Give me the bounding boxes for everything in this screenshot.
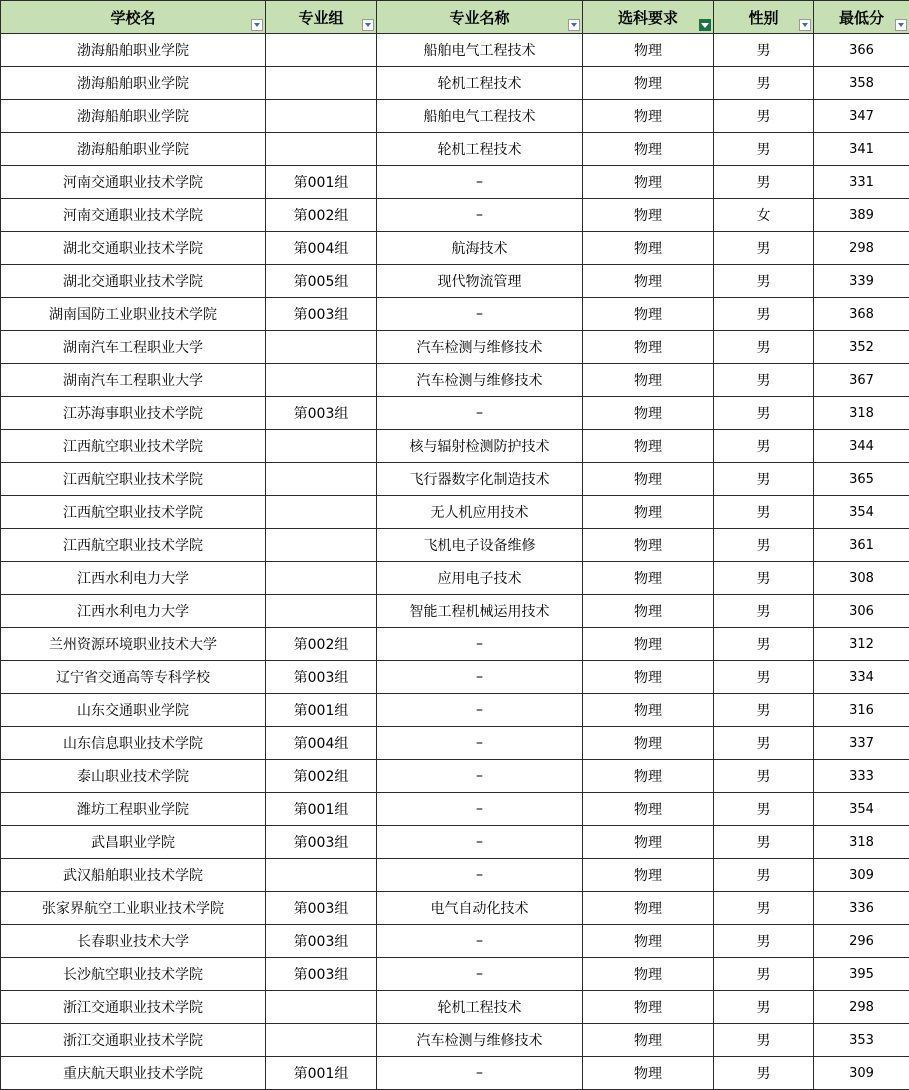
cell-school-name[interactable]: 江西水利电力大学	[1, 595, 266, 628]
cell-major-group[interactable]: 第003组	[266, 892, 377, 925]
table-row	[1, 463, 909, 496]
cell-subject-requirement[interactable]: 物理	[583, 793, 714, 826]
cell-school-name[interactable]: 浙江交通职业技术学院	[1, 991, 266, 1024]
cell-school-name[interactable]: 江苏海事职业技术学院	[1, 397, 266, 430]
table-row	[1, 661, 909, 694]
cell-major-group[interactable]: 第002组	[266, 199, 377, 232]
cell-major-group[interactable]: 第004组	[266, 232, 377, 265]
cell-major-group[interactable]	[266, 364, 377, 397]
column-header-gender	[714, 1, 814, 34]
cell-min-score[interactable]: 298	[814, 991, 909, 1024]
cell-school-name[interactable]: 湖南国防工业职业技术学院	[1, 298, 266, 331]
table-body	[1, 34, 909, 1090]
cell-gender[interactable]: 男	[714, 727, 814, 760]
cell-major-name[interactable]: –	[377, 925, 583, 958]
cell-major-name[interactable]: 飞行器数字化制造技术	[377, 463, 583, 496]
cell-min-score[interactable]: 306	[814, 595, 909, 628]
table-row	[1, 595, 909, 628]
cell-major-name[interactable]: 应用电子技术	[377, 562, 583, 595]
cell-school-name[interactable]: 江西航空职业技术学院	[1, 496, 266, 529]
cell-major-group[interactable]: 第004组	[266, 727, 377, 760]
cell-gender[interactable]: 男	[714, 991, 814, 1024]
table-row	[1, 34, 909, 67]
cell-major-name[interactable]: –	[377, 298, 583, 331]
cell-subject-requirement[interactable]: 物理	[583, 397, 714, 430]
cell-major-group[interactable]: 第003组	[266, 925, 377, 958]
cell-school-name[interactable]: 山东交通职业学院	[1, 694, 266, 727]
cell-school-name[interactable]: 潍坊工程职业学院	[1, 793, 266, 826]
cell-gender[interactable]: 男	[714, 331, 814, 364]
cell-gender[interactable]: 男	[714, 793, 814, 826]
cell-school-name[interactable]: 浙江交通职业技术学院	[1, 1024, 266, 1057]
cell-school-name[interactable]: 湖北交通职业技术学院	[1, 232, 266, 265]
cell-min-score[interactable]: 395	[814, 958, 909, 991]
table-row	[1, 793, 909, 826]
table-row	[1, 760, 909, 793]
cell-school-name[interactable]: 武昌职业学院	[1, 826, 266, 859]
table-row	[1, 958, 909, 991]
cell-subject-requirement[interactable]: 物理	[583, 34, 714, 67]
cell-subject-requirement[interactable]: 物理	[583, 298, 714, 331]
table-row	[1, 67, 909, 100]
cell-major-group[interactable]	[266, 34, 377, 67]
cell-subject-requirement[interactable]: 物理	[583, 331, 714, 364]
cell-major-name[interactable]: –	[377, 826, 583, 859]
cell-major-group[interactable]: 第003组	[266, 958, 377, 991]
cell-school-name[interactable]: 长沙航空职业技术学院	[1, 958, 266, 991]
cell-min-score[interactable]: 333	[814, 760, 909, 793]
cell-subject-requirement[interactable]: 物理	[583, 958, 714, 991]
cell-gender[interactable]: 男	[714, 298, 814, 331]
cell-school-name[interactable]: 湖北交通职业技术学院	[1, 265, 266, 298]
cell-school-name[interactable]: 兰州资源环境职业技术大学	[1, 628, 266, 661]
cell-min-score[interactable]: 354	[814, 793, 909, 826]
cell-min-score[interactable]: 318	[814, 826, 909, 859]
cell-gender[interactable]: 男	[714, 133, 814, 166]
cell-gender[interactable]: 男	[714, 826, 814, 859]
cell-major-name[interactable]: 智能工程机械运用技术	[377, 595, 583, 628]
cell-subject-requirement[interactable]: 物理	[583, 826, 714, 859]
cell-subject-requirement[interactable]: 物理	[583, 628, 714, 661]
table-row	[1, 628, 909, 661]
cell-major-name[interactable]: 船舶电气工程技术	[377, 100, 583, 133]
cell-subject-requirement[interactable]: 物理	[583, 760, 714, 793]
cell-min-score[interactable]: 309	[814, 1057, 909, 1090]
table-row	[1, 859, 909, 892]
cell-gender[interactable]: 男	[714, 859, 814, 892]
table-row	[1, 133, 909, 166]
cell-min-score[interactable]: 367	[814, 364, 909, 397]
cell-gender[interactable]: 男	[714, 595, 814, 628]
cell-gender[interactable]: 男	[714, 67, 814, 100]
cell-school-name[interactable]: 渤海船舶职业学院	[1, 100, 266, 133]
cell-min-score[interactable]: 334	[814, 661, 909, 694]
table-row	[1, 232, 909, 265]
cell-min-score[interactable]: 316	[814, 694, 909, 727]
cell-subject-requirement[interactable]: 物理	[583, 133, 714, 166]
cell-subject-requirement[interactable]: 物理	[583, 364, 714, 397]
table-row	[1, 529, 909, 562]
cell-major-group[interactable]: 第003组	[266, 661, 377, 694]
table-row	[1, 694, 909, 727]
cell-major-name[interactable]: –	[377, 1057, 583, 1090]
dropdown-arrow-icon[interactable]	[568, 19, 580, 31]
table-row	[1, 298, 909, 331]
cell-major-group[interactable]: 第001组	[266, 694, 377, 727]
cell-school-name[interactable]: 辽宁省交通高等专科学校	[1, 661, 266, 694]
column-header-label: 最低分	[838, 8, 884, 27]
cell-subject-requirement[interactable]: 物理	[583, 694, 714, 727]
cell-min-score[interactable]: 331	[814, 166, 909, 199]
cell-subject-requirement[interactable]: 物理	[583, 925, 714, 958]
cell-major-group[interactable]	[266, 133, 377, 166]
cell-school-name[interactable]: 渤海船舶职业学院	[1, 133, 266, 166]
cell-school-name[interactable]: 长春职业技术大学	[1, 925, 266, 958]
cell-school-name[interactable]: 泰山职业技术学院	[1, 760, 266, 793]
dropdown-arrow-icon[interactable]	[362, 19, 374, 31]
cell-gender[interactable]: 男	[714, 496, 814, 529]
cell-school-name[interactable]: 武汉船舶职业技术学院	[1, 859, 266, 892]
cell-subject-requirement[interactable]: 物理	[583, 991, 714, 1024]
cell-gender[interactable]: 男	[714, 34, 814, 67]
cell-major-group[interactable]: 第001组	[266, 793, 377, 826]
cell-school-name[interactable]: 张家界航空工业职业技术学院	[1, 892, 266, 925]
cell-gender[interactable]: 男	[714, 100, 814, 133]
cell-subject-requirement[interactable]: 物理	[583, 892, 714, 925]
cell-major-name[interactable]: 飞机电子设备维修	[377, 529, 583, 562]
cell-gender[interactable]: 男	[714, 430, 814, 463]
cell-gender[interactable]: 男	[714, 628, 814, 661]
cell-min-score[interactable]: 365	[814, 463, 909, 496]
cell-major-name[interactable]: 核与辐射检测防护技术	[377, 430, 583, 463]
cell-major-group[interactable]	[266, 991, 377, 1024]
cell-major-group[interactable]: 第003组	[266, 826, 377, 859]
cell-min-score[interactable]: 318	[814, 397, 909, 430]
cell-major-name[interactable]: –	[377, 661, 583, 694]
cell-subject-requirement[interactable]: 物理	[583, 859, 714, 892]
cell-major-group[interactable]	[266, 1024, 377, 1057]
table-row	[1, 166, 909, 199]
table-row	[1, 727, 909, 760]
table-row	[1, 496, 909, 529]
cell-major-name[interactable]: 汽车检测与维修技术	[377, 364, 583, 397]
cell-min-score[interactable]: 312	[814, 628, 909, 661]
cell-min-score[interactable]: 296	[814, 925, 909, 958]
dropdown-arrow-icon[interactable]	[895, 19, 907, 31]
cell-major-name[interactable]: –	[377, 760, 583, 793]
cell-major-group[interactable]: 第005组	[266, 265, 377, 298]
cell-major-group[interactable]: 第001组	[266, 166, 377, 199]
table-row	[1, 100, 909, 133]
cell-school-name[interactable]: 渤海船舶职业学院	[1, 34, 266, 67]
cell-major-group[interactable]: 第002组	[266, 628, 377, 661]
cell-gender[interactable]: 男	[714, 397, 814, 430]
cell-major-group[interactable]	[266, 463, 377, 496]
column-header-label: 性别	[748, 8, 779, 27]
table-row	[1, 430, 909, 463]
cell-school-name[interactable]: 湖南汽车工程职业大学	[1, 364, 266, 397]
cell-gender[interactable]: 男	[714, 892, 814, 925]
cell-major-name[interactable]: 汽车检测与维修技术	[377, 331, 583, 364]
table-row	[1, 892, 909, 925]
cell-major-name[interactable]: –	[377, 199, 583, 232]
cell-major-group[interactable]: 第001组	[266, 1057, 377, 1090]
cell-min-score[interactable]: 353	[814, 1024, 909, 1057]
cell-min-score[interactable]: 358	[814, 67, 909, 100]
cell-gender[interactable]: 男	[714, 265, 814, 298]
cell-major-name[interactable]: –	[377, 628, 583, 661]
cell-major-name[interactable]: –	[377, 166, 583, 199]
cell-min-score[interactable]: 298	[814, 232, 909, 265]
table-row	[1, 1057, 909, 1090]
table-row	[1, 826, 909, 859]
cell-school-name[interactable]: 河南交通职业技术学院	[1, 199, 266, 232]
cell-gender[interactable]: 男	[714, 463, 814, 496]
cell-subject-requirement[interactable]: 物理	[583, 265, 714, 298]
cell-major-group[interactable]: 第002组	[266, 760, 377, 793]
cell-min-score[interactable]: 337	[814, 727, 909, 760]
cell-school-name[interactable]: 河南交通职业技术学院	[1, 166, 266, 199]
cell-gender[interactable]: 男	[714, 925, 814, 958]
table-row	[1, 265, 909, 298]
cell-major-group[interactable]: 第003组	[266, 397, 377, 430]
table-row	[1, 925, 909, 958]
column-header-subject-requirement	[583, 1, 714, 34]
cell-major-group[interactable]	[266, 430, 377, 463]
cell-min-score[interactable]: 309	[814, 859, 909, 892]
cell-major-name[interactable]: –	[377, 793, 583, 826]
cell-subject-requirement[interactable]: 物理	[583, 529, 714, 562]
cell-school-name[interactable]: 江西航空职业技术学院	[1, 463, 266, 496]
cell-school-name[interactable]: 江西水利电力大学	[1, 562, 266, 595]
cell-major-name[interactable]: 轮机工程技术	[377, 133, 583, 166]
column-header-min-score	[814, 1, 909, 34]
cell-major-name[interactable]: –	[377, 397, 583, 430]
table-row	[1, 331, 909, 364]
cell-min-score[interactable]: 347	[814, 100, 909, 133]
cell-major-group[interactable]: 第003组	[266, 298, 377, 331]
cell-gender[interactable]: 男	[714, 1024, 814, 1057]
cell-subject-requirement[interactable]: 物理	[583, 100, 714, 133]
cell-subject-requirement[interactable]: 物理	[583, 496, 714, 529]
cell-school-name[interactable]: 山东信息职业技术学院	[1, 727, 266, 760]
cell-min-score[interactable]: 354	[814, 496, 909, 529]
cell-gender[interactable]: 男	[714, 694, 814, 727]
cell-major-group[interactable]	[266, 496, 377, 529]
cell-major-group[interactable]	[266, 331, 377, 364]
cell-subject-requirement[interactable]: 物理	[583, 1024, 714, 1057]
cell-gender[interactable]: 男	[714, 760, 814, 793]
cell-major-group[interactable]	[266, 562, 377, 595]
cell-school-name[interactable]: 江西航空职业技术学院	[1, 430, 266, 463]
cell-school-name[interactable]: 湖南汽车工程职业大学	[1, 331, 266, 364]
cell-gender[interactable]: 男	[714, 1057, 814, 1090]
cell-major-name[interactable]: 汽车检测与维修技术	[377, 1024, 583, 1057]
cell-major-name[interactable]: 船舶电气工程技术	[377, 34, 583, 67]
cell-gender[interactable]: 女	[714, 199, 814, 232]
cell-subject-requirement[interactable]: 物理	[583, 67, 714, 100]
cell-min-score[interactable]: 339	[814, 265, 909, 298]
cell-gender[interactable]: 男	[714, 529, 814, 562]
dropdown-arrow-icon[interactable]	[799, 19, 811, 31]
cell-min-score[interactable]: 336	[814, 892, 909, 925]
cell-major-name[interactable]: 电气自动化技术	[377, 892, 583, 925]
cell-gender[interactable]: 男	[714, 958, 814, 991]
column-header-label: 专业组	[298, 8, 344, 27]
table-row	[1, 397, 909, 430]
column-header-school-name	[1, 1, 266, 34]
column-header-major-group	[266, 1, 377, 34]
cell-subject-requirement[interactable]: 物理	[583, 430, 714, 463]
cell-subject-requirement[interactable]: 物理	[583, 595, 714, 628]
header-row	[1, 1, 909, 34]
cell-subject-requirement[interactable]: 物理	[583, 199, 714, 232]
cell-major-group[interactable]	[266, 595, 377, 628]
cell-min-score[interactable]: 308	[814, 562, 909, 595]
cell-major-name[interactable]: –	[377, 727, 583, 760]
cell-major-name[interactable]: 轮机工程技术	[377, 991, 583, 1024]
cell-min-score[interactable]: 341	[814, 133, 909, 166]
cell-min-score[interactable]: 389	[814, 199, 909, 232]
filter-funnel-icon[interactable]	[699, 19, 711, 31]
cell-subject-requirement[interactable]: 物理	[583, 463, 714, 496]
cell-gender[interactable]: 男	[714, 166, 814, 199]
table-row	[1, 991, 909, 1024]
cell-min-score[interactable]: 361	[814, 529, 909, 562]
cell-subject-requirement[interactable]: 物理	[583, 661, 714, 694]
table-row	[1, 199, 909, 232]
table-row	[1, 364, 909, 397]
column-header-major-name	[377, 1, 583, 34]
dropdown-arrow-icon[interactable]	[251, 19, 263, 31]
cell-subject-requirement[interactable]: 物理	[583, 562, 714, 595]
column-header-label: 专业名称	[449, 8, 510, 27]
column-header-label: 选科要求	[617, 8, 678, 27]
cell-subject-requirement[interactable]: 物理	[583, 232, 714, 265]
cell-major-name[interactable]: 无人机应用技术	[377, 496, 583, 529]
cell-major-name[interactable]: –	[377, 958, 583, 991]
cell-min-score[interactable]: 352	[814, 331, 909, 364]
table-row	[1, 562, 909, 595]
cell-min-score[interactable]: 368	[814, 298, 909, 331]
cell-gender[interactable]: 男	[714, 661, 814, 694]
cell-school-name[interactable]: 渤海船舶职业学院	[1, 67, 266, 100]
cell-min-score[interactable]: 366	[814, 34, 909, 67]
cell-min-score[interactable]: 344	[814, 430, 909, 463]
cell-subject-requirement[interactable]: 物理	[583, 166, 714, 199]
cell-school-name[interactable]: 重庆航天职业技术学院	[1, 1057, 266, 1090]
cell-major-name[interactable]: –	[377, 694, 583, 727]
cell-gender[interactable]: 男	[714, 364, 814, 397]
cell-major-name[interactable]: 轮机工程技术	[377, 67, 583, 100]
cell-major-group[interactable]	[266, 529, 377, 562]
cell-major-group[interactable]	[266, 859, 377, 892]
cell-major-name[interactable]: 现代物流管理	[377, 265, 583, 298]
column-header-label: 学校名	[110, 8, 156, 27]
cell-major-group[interactable]	[266, 67, 377, 100]
cell-major-name[interactable]: 航海技术	[377, 232, 583, 265]
cell-school-name[interactable]: 江西航空职业技术学院	[1, 529, 266, 562]
cell-major-name[interactable]: –	[377, 859, 583, 892]
cell-major-group[interactable]	[266, 100, 377, 133]
cell-gender[interactable]: 男	[714, 232, 814, 265]
cell-subject-requirement[interactable]: 物理	[583, 1057, 714, 1090]
cell-subject-requirement[interactable]: 物理	[583, 727, 714, 760]
table-row	[1, 1024, 909, 1057]
cell-gender[interactable]: 男	[714, 562, 814, 595]
